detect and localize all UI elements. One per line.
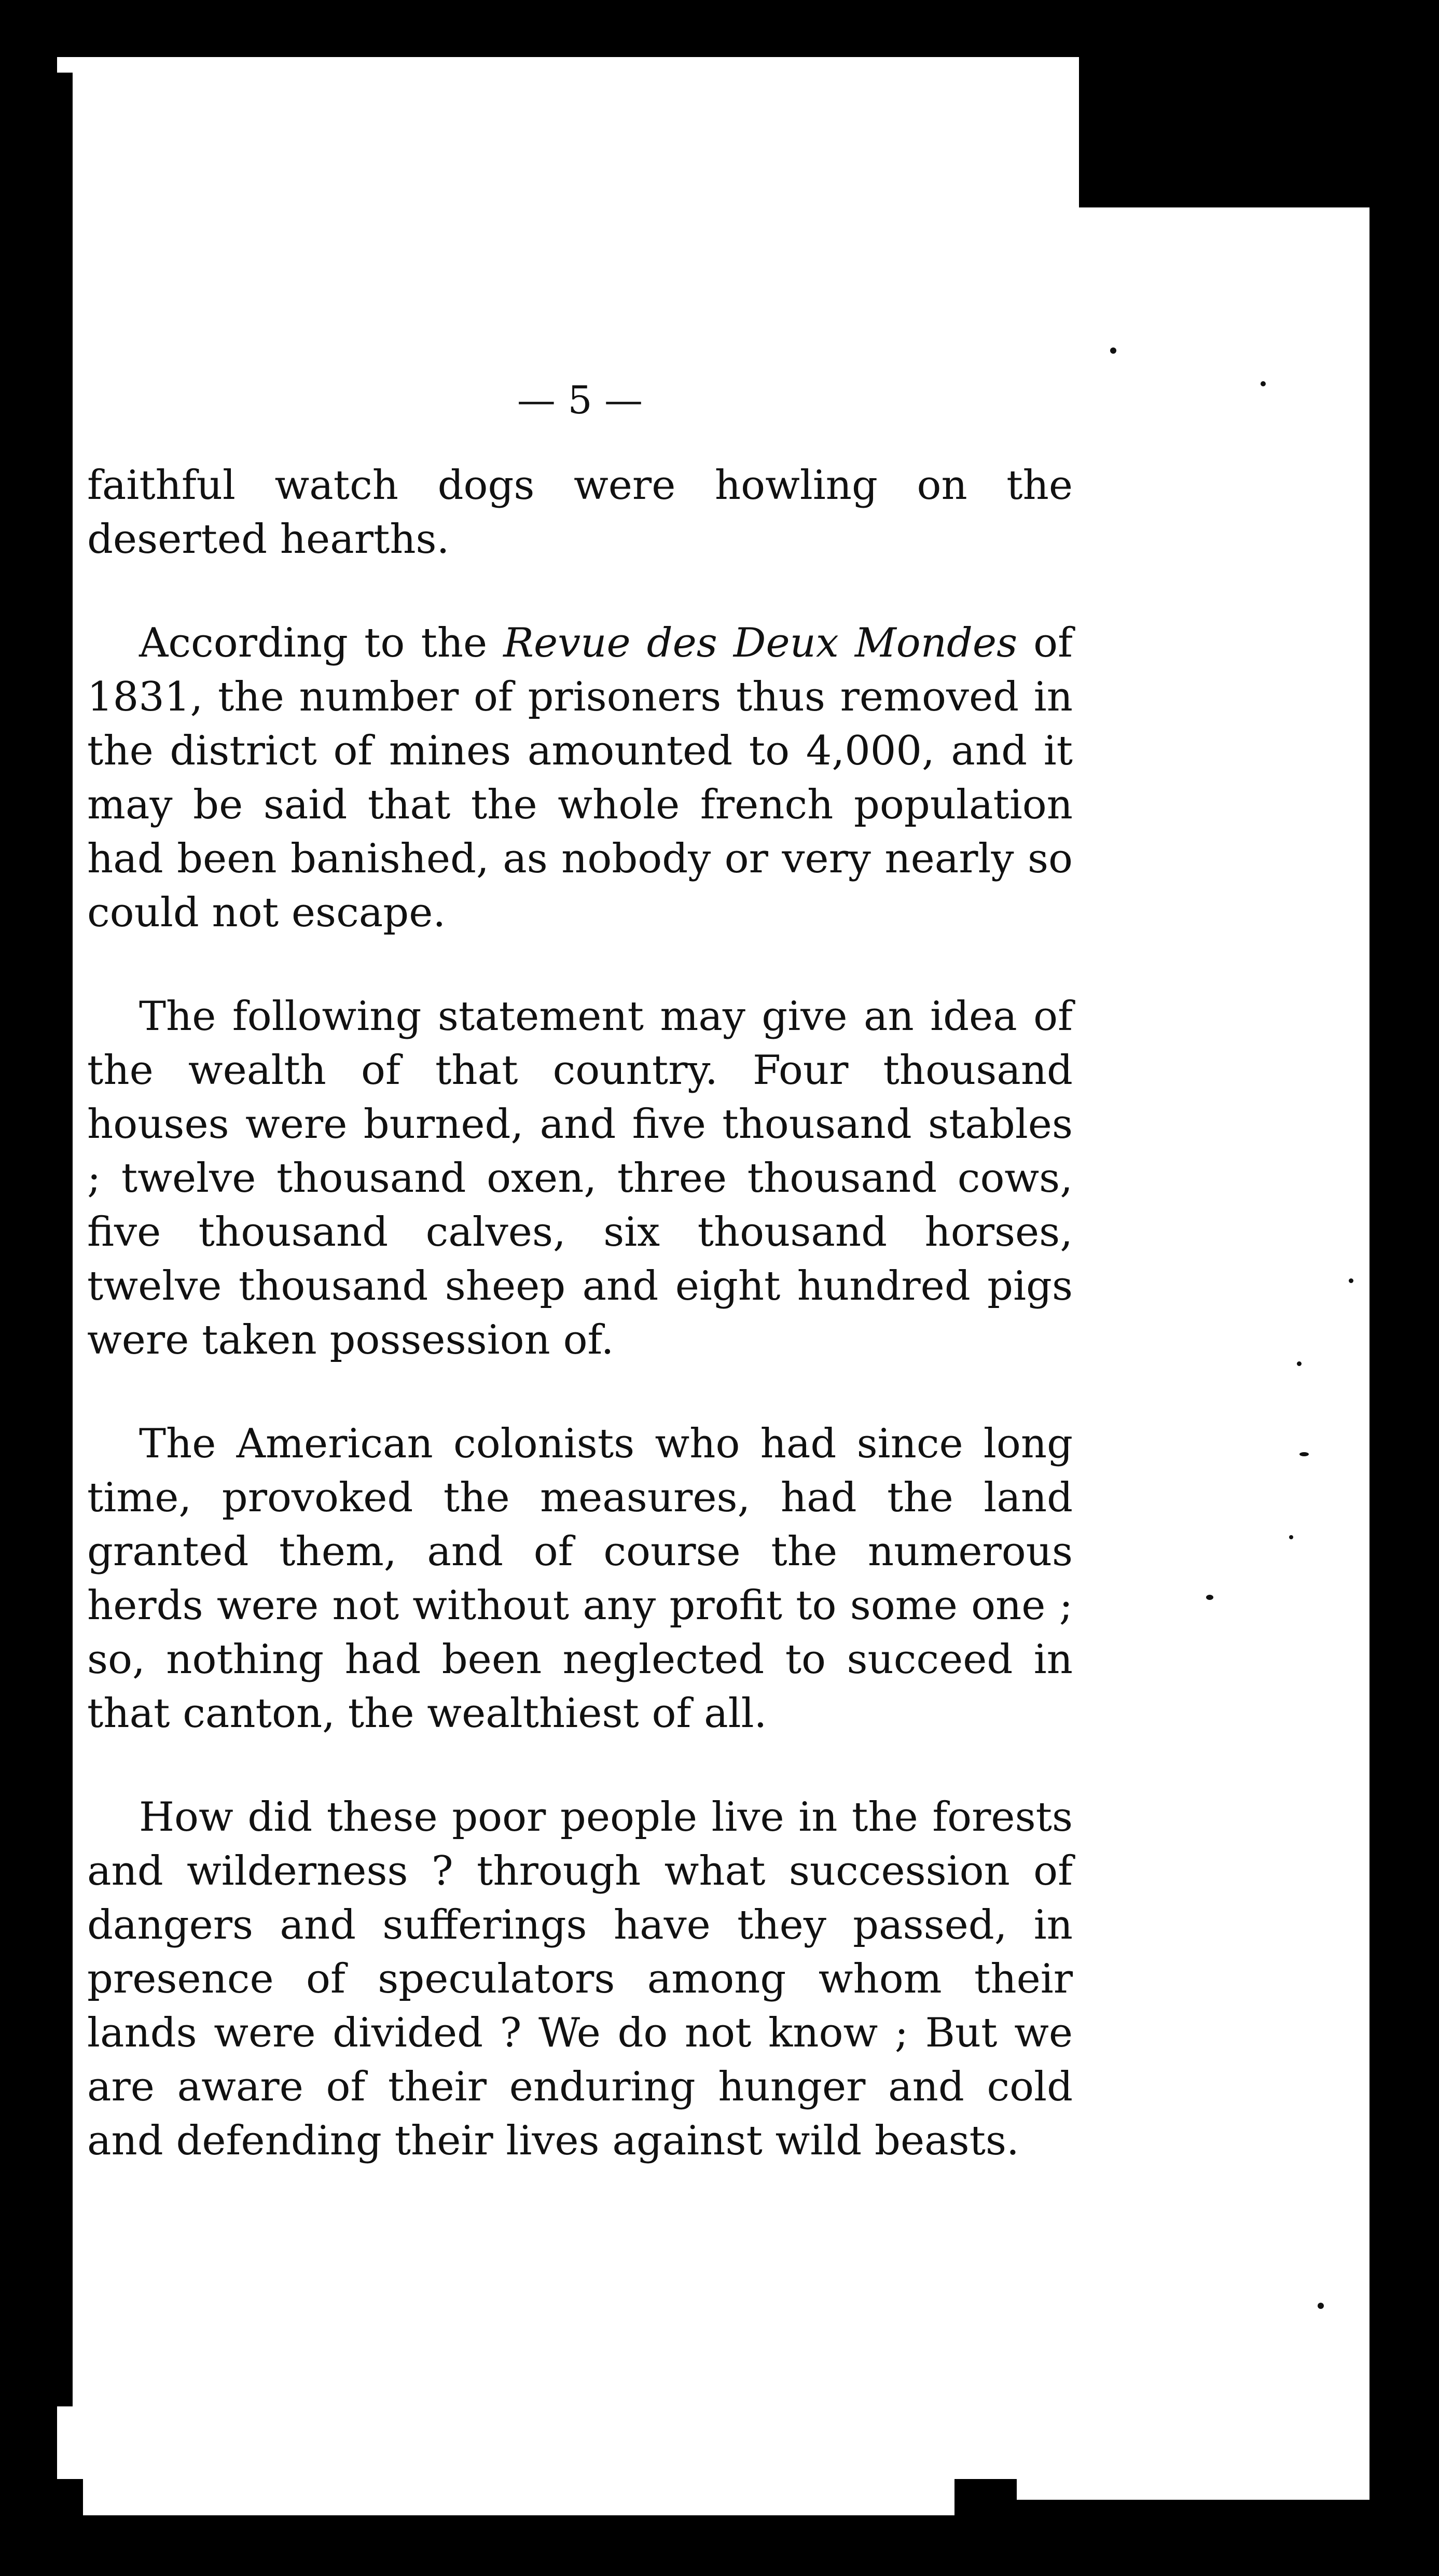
- scan-speck: [1299, 1452, 1309, 1456]
- scan-speck: [1261, 381, 1266, 386]
- scan-speck: [1206, 1595, 1213, 1600]
- paragraph-2-rest: of 1831, the number of prisoners thus removed in the district of mines amounted to 4,000, and it may be said that the whole french population had been banished, as nobody or very nearly so could not escape.: [87, 620, 1073, 936]
- scan-speck: [1349, 1278, 1353, 1283]
- paragraph-5: [87, 1790, 1073, 2168]
- page-sheet-bottom-edge: [83, 2386, 954, 2515]
- scan-speck: [1318, 2303, 1324, 2309]
- paragraph-2: [87, 616, 1073, 940]
- paragraph-5-text: How did these poor people live in the forests and wilderness ? through what succession of dangers and sufferings have they passed, in presence of speculators among whom their lands were divided ? We do not know ; But we are aware of their enduring hunger and cold and defending their lives against wild beasts.: [87, 1794, 1073, 2164]
- scan-speck: [1110, 347, 1116, 354]
- binding-shadow: [31, 73, 73, 2406]
- paragraph-1: [87, 458, 1073, 566]
- paragraph-4-text: The American colonists who had since long time, provoked the measures, had the land granted them, and of course the numerous herds were not without any profit to some one ; so, nothing had been neglected to succeed in that canton, the wealthiest of all.: [87, 1421, 1073, 1737]
- text-column: [87, 373, 1073, 2218]
- scan-speck: [1297, 1361, 1302, 1366]
- paragraph-3: [87, 990, 1073, 1367]
- paragraph-2-lead: According to the: [139, 620, 504, 666]
- paragraph-4: [87, 1417, 1073, 1740]
- paragraph-3-text: The following statement may give an idea of the wealth of that country. Four thousand houses were burned, and five thousand stables ; twelve thousand oxen, three thousand cows, five thousand calves, six thousand horses, twelve thousand sheep and eight hundred pigs were taken possession of.: [87, 993, 1073, 1363]
- page-number: — 5 —: [517, 378, 643, 423]
- scan-speck: [1289, 1535, 1293, 1539]
- journal-title: Revue des Deux Mondes: [503, 620, 1018, 666]
- paragraph-1-text: faithful watch dogs were howling on the deserted hearths.: [87, 462, 1073, 563]
